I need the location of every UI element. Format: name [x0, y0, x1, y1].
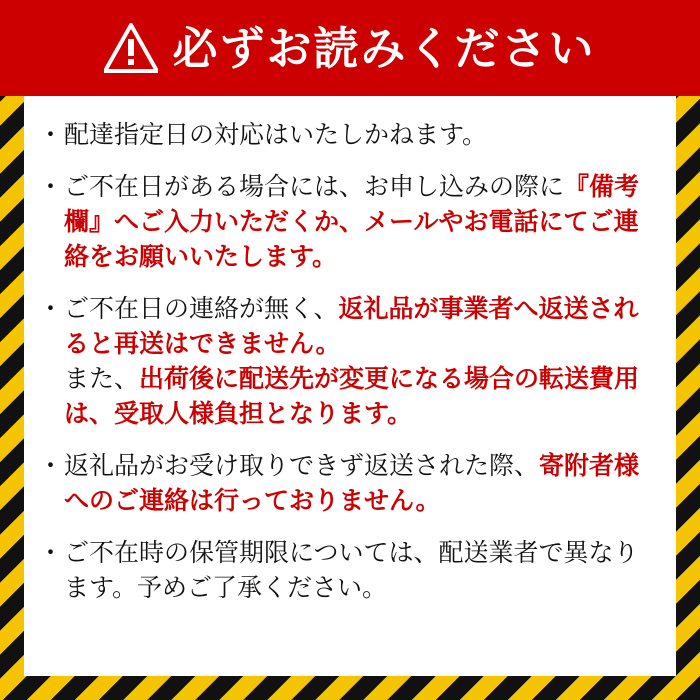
notice-text-1	[64, 118, 658, 153]
notice-panel	[24, 96, 676, 676]
list-item	[38, 292, 658, 432]
notice-text-5	[64, 536, 658, 606]
page-title: 必ずお読みください	[172, 22, 596, 74]
notice-segment-emphasis: 『備考欄』へご入力いただくか、メールやお電話にてご連絡をお願いいたします。	[64, 173, 640, 271]
list-item	[38, 118, 658, 153]
list-item	[38, 170, 658, 275]
notice-segment-emphasis: 寄附者様へのご連絡は行っておりません。	[64, 452, 640, 515]
notice-segment: ご不在日の連絡が無く、	[64, 295, 339, 323]
list-bullet: ・	[38, 121, 64, 149]
notice-text-2	[64, 170, 658, 275]
notice-list	[38, 118, 658, 606]
notice-segment-emphasis: 出荷後に配送先が変更になる場合の転送費用は、受取人様負担となります。	[64, 365, 640, 428]
notice-text-4	[64, 449, 658, 519]
notice-segment: ご不在日がある場合には、お申し込みの際に	[64, 173, 565, 201]
notice-segment: 配達指定日の対応はいたしかねます。	[64, 121, 488, 149]
warning-triangle-icon	[104, 23, 158, 73]
list-item	[38, 536, 658, 606]
header-band	[0, 0, 700, 96]
notice-segment: 返礼品がお受け取りできず返送された際、	[64, 452, 540, 480]
list-bullet: ・	[38, 452, 64, 480]
notice-text-3	[64, 292, 658, 432]
notice-segment: また、	[64, 365, 140, 393]
list-bullet: ・	[38, 173, 64, 201]
list-bullet: ・	[38, 539, 64, 567]
notice-segment: ご不在時の保管期限については、配送業者で異なります。予めご了承ください。	[64, 539, 639, 602]
notice-segment-emphasis: 返礼品が事業者へ返送されると再送はできません。	[64, 295, 639, 358]
list-bullet: ・	[38, 295, 64, 323]
list-item	[38, 449, 658, 519]
